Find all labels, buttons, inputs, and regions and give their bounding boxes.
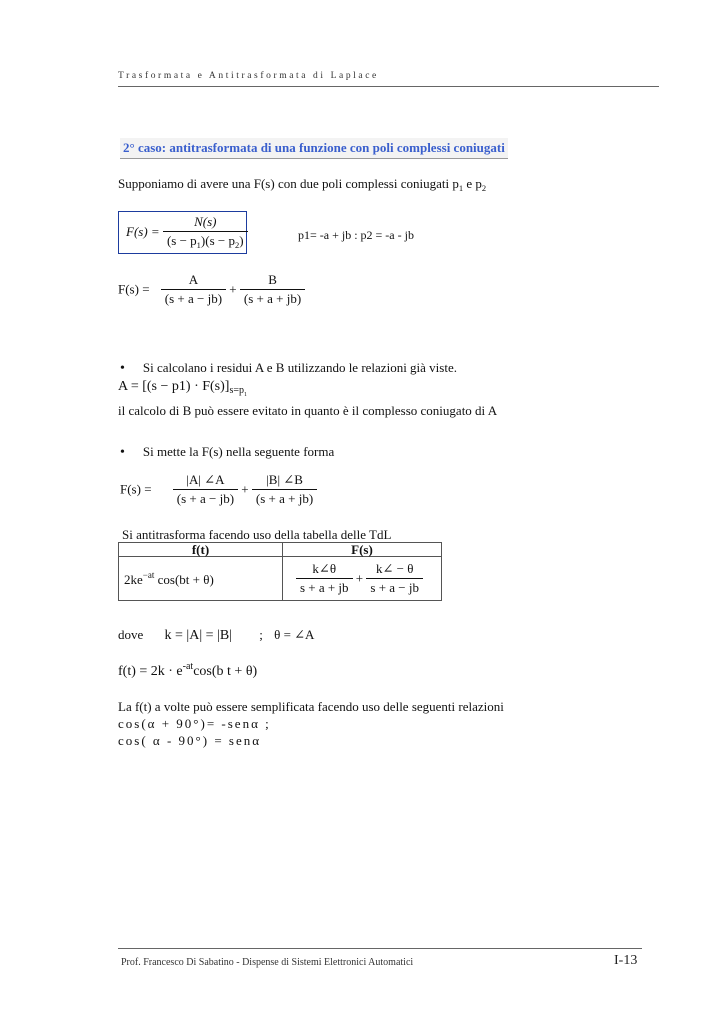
formula-ft: $f(t) = 2k \cdot e^{-at}\cos(b$ t + θ) — [118, 661, 258, 679]
table-cell-fs: $\frac{k\angle\theta}{s + a + jb}$ + $\frac{k\angle - \theta}{s + a - jb}$ — [283, 557, 442, 601]
section-heading: 2° caso: antitrasformata di una funzione con poli complessi coniugati — [120, 138, 508, 159]
table-header-ft: f(t) — [119, 543, 283, 557]
definition-k-theta: dove k = |A| = |B| ; θ = ∠A — [118, 627, 315, 643]
formula-polar: F(s) = $\frac{|A| \angle A}{(s + a - jb)}$ + $\frac{|B| \angle B}{(s + a + jb)}$ — [120, 472, 317, 507]
table-header-fs: F(s) — [283, 543, 442, 557]
bullet-residues: • Si calcolano i residui A e B utilizzando le relazioni già viste. — [120, 360, 457, 376]
simplify-paragraph: La f(t) a volte può essere semplificata facendo uso delle seguenti relazioni — [118, 699, 504, 714]
page-number: I-13 — [614, 953, 638, 968]
bullet-form: • Si mette la F(s) nella seguente forma — [120, 444, 335, 460]
formula-residue: $A = [(s - p1) \cdot F(s)]_{s=p1}$ — [118, 379, 247, 398]
formula-partial-fractions: F(s) = $\frac{A}{(s + a - jb)}$ + $\frac{B}{(s + a + jb)}$ — [118, 272, 305, 307]
running-header: Trasformata e Antitrasformata di Laplace — [118, 71, 379, 81]
formula-fs: F(s) = $\frac{N(s)}{(s - p_1)(s - p_2)}$ — [126, 214, 248, 250]
footer-author: Prof. Francesco Di Sabatino - Dispense di Sistemi Elettronici Automatici — [121, 957, 414, 968]
header-rule — [118, 86, 659, 87]
relation-cos-minus-90: cos( α - 90°) = senα — [118, 733, 262, 748]
laplace-table — [118, 542, 442, 601]
relation-cos-plus-90: cos(α + 90°)= -senα ; — [118, 716, 271, 731]
footer-rule — [118, 948, 642, 949]
table-cell-ft: $2ke^{-at}$ cos(bt + θ) — [119, 557, 283, 601]
poles-text: p1= -a + jb : p2 = -a - jb — [298, 228, 414, 242]
note-conjugate: il calcolo di B può essere evitato in quanto è il complesso coniugato di A — [118, 403, 498, 418]
table-intro: Si antitrasforma facendo uso della tabella delle TdL — [122, 527, 392, 542]
intro-paragraph: Supponiamo di avere una F(s) con due poli complessi coniugati $p_1$ e $p_2$ — [118, 176, 487, 193]
